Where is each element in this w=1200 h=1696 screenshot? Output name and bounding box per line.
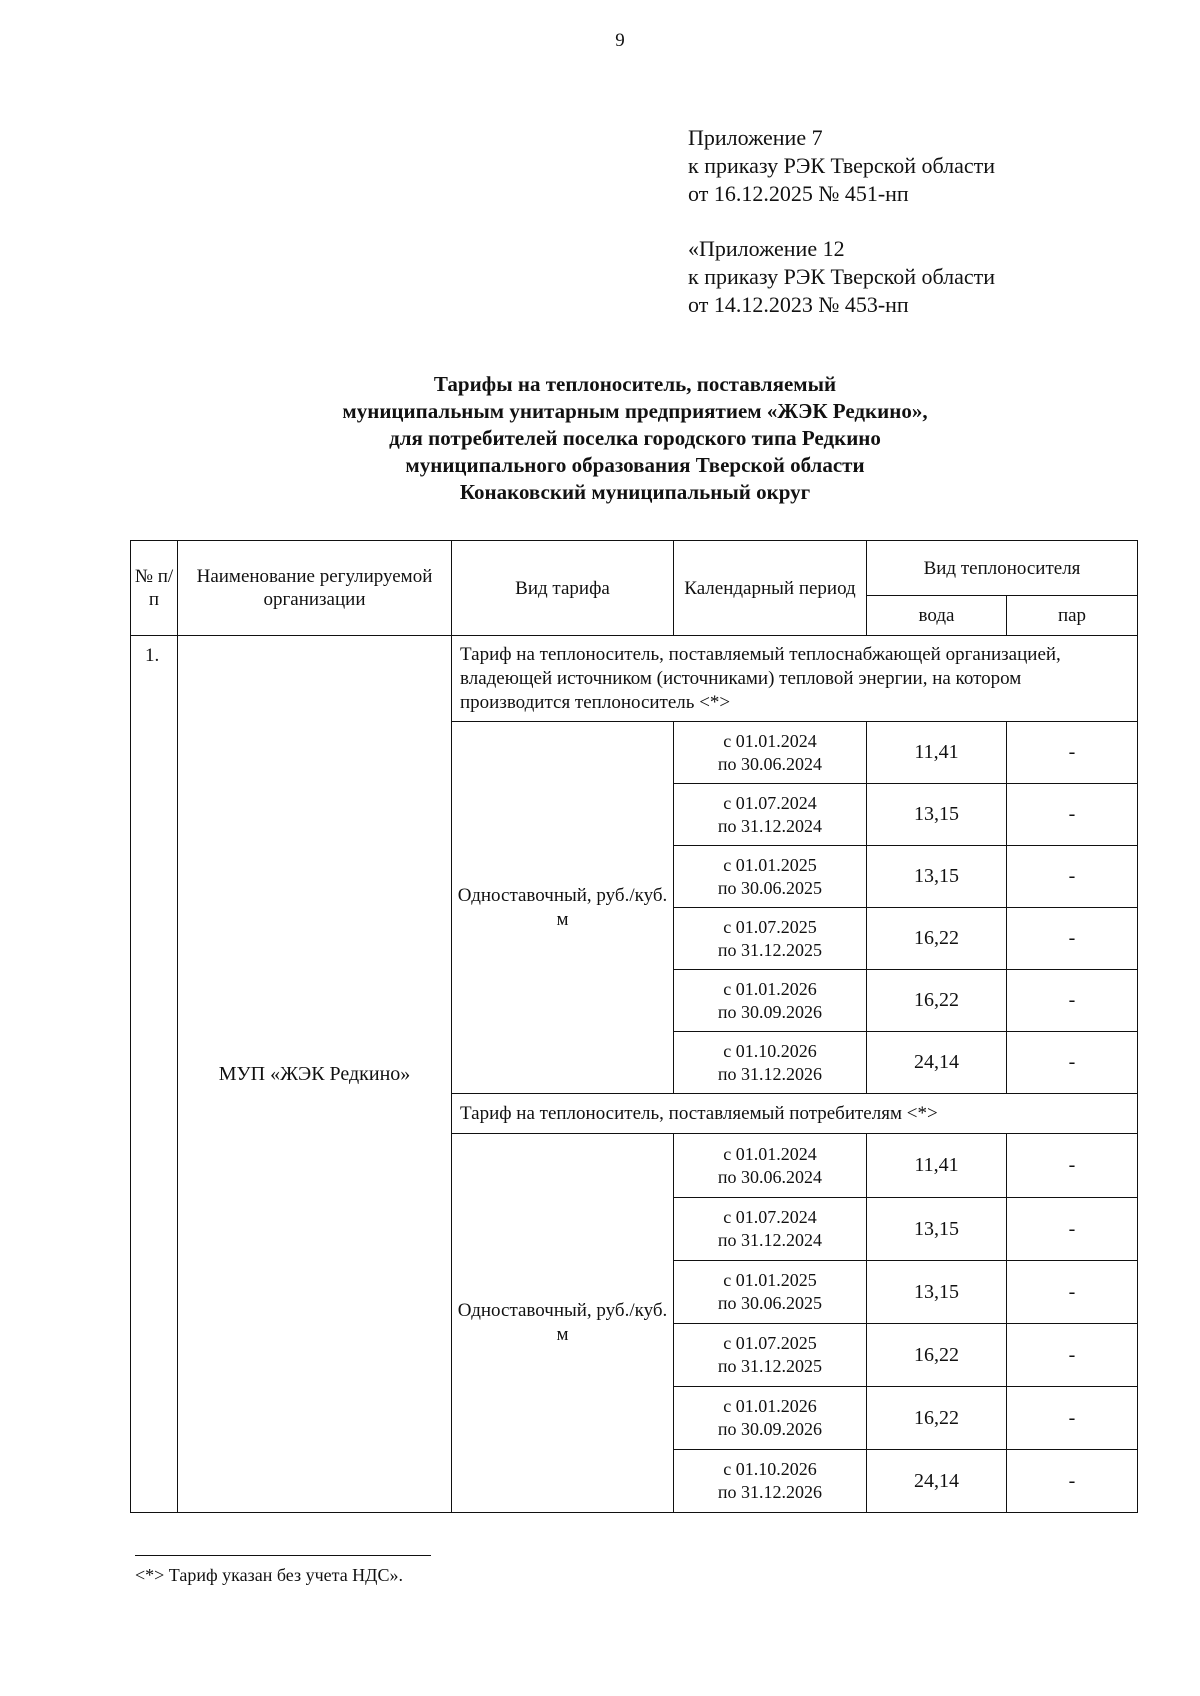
- appendix-line: от 16.12.2025 № 451-нп: [688, 181, 909, 206]
- calendar-period: с 01.01.2026 по 30.09.2026: [674, 970, 867, 1032]
- appendix-reference: [688, 124, 995, 208]
- water-tariff-value: 13,15: [867, 1261, 1007, 1324]
- calendar-period: с 01.07.2024 по 31.12.2024: [674, 784, 867, 846]
- tariff-section-title: Тариф на теплоноситель, поставляемый потребителям <*>: [452, 1094, 1138, 1134]
- water-tariff-value: 11,41: [867, 722, 1007, 784]
- appendix-line: от 14.12.2023 № 453-нп: [688, 292, 909, 317]
- steam-tariff-value: -: [1007, 722, 1138, 784]
- footnote-divider: [135, 1555, 431, 1556]
- steam-tariff-value: -: [1007, 784, 1138, 846]
- water-tariff-value: 11,41: [867, 1134, 1007, 1198]
- steam-tariff-value: -: [1007, 970, 1138, 1032]
- tariff-type: Одноставочный, руб./куб. м: [452, 722, 674, 1094]
- steam-tariff-value: -: [1007, 846, 1138, 908]
- header-tariff-type: Вид тарифа: [452, 541, 674, 636]
- appendix-line: к приказу РЭК Тверской области: [688, 264, 996, 289]
- title-line: Тарифы на теплоноситель, поставляемый: [433, 372, 837, 396]
- organization-name: МУП «ЖЭК Редкино»: [178, 636, 452, 1513]
- steam-tariff-value: -: [1007, 1324, 1138, 1387]
- calendar-period: с 01.07.2025 по 31.12.2025: [674, 1324, 867, 1387]
- page-number: 9: [615, 30, 625, 51]
- title-line: муниципального образования Тверской области: [405, 453, 865, 477]
- header-steam: пар: [1007, 596, 1138, 636]
- water-tariff-value: 16,22: [867, 908, 1007, 970]
- water-tariff-value: 24,14: [867, 1032, 1007, 1094]
- steam-tariff-value: -: [1007, 908, 1138, 970]
- steam-tariff-value: -: [1007, 1387, 1138, 1450]
- water-tariff-value: 13,15: [867, 784, 1007, 846]
- water-tariff-value: 16,22: [867, 1324, 1007, 1387]
- tariff-type: Одноставочный, руб./куб. м: [452, 1134, 674, 1513]
- water-tariff-value: 13,15: [867, 846, 1007, 908]
- steam-tariff-value: -: [1007, 1134, 1138, 1198]
- calendar-period: с 01.07.2024 по 31.12.2024: [674, 1198, 867, 1261]
- appendix-line: «Приложение 12: [688, 236, 845, 261]
- water-tariff-value: 13,15: [867, 1198, 1007, 1261]
- water-tariff-value: 16,22: [867, 1387, 1007, 1450]
- steam-tariff-value: -: [1007, 1198, 1138, 1261]
- tariff-section-title: Тариф на теплоноситель, поставляемый теплоснабжающей организацией, владеющей источником (источниками) тепловой энергии, на котором производится теплоноситель <*>: [452, 636, 1138, 722]
- calendar-period: с 01.01.2024 по 30.06.2024: [674, 1134, 867, 1198]
- amended-appendix-reference: [688, 235, 995, 319]
- document-title: [135, 371, 1135, 506]
- steam-tariff-value: -: [1007, 1261, 1138, 1324]
- header-organization: Наименование регулируемой организации: [178, 541, 452, 636]
- header-row-number: № п/п: [131, 541, 178, 636]
- steam-tariff-value: -: [1007, 1032, 1138, 1094]
- header-heat-carrier-type: Вид теплоносителя: [867, 541, 1138, 596]
- calendar-period: с 01.01.2025 по 30.06.2025: [674, 1261, 867, 1324]
- appendix-line: к приказу РЭК Тверской области: [688, 153, 996, 178]
- water-tariff-value: 16,22: [867, 970, 1007, 1032]
- appendix-line: Приложение 7: [688, 125, 823, 150]
- steam-tariff-value: -: [1007, 1450, 1138, 1513]
- calendar-period: с 01.01.2026 по 30.09.2026: [674, 1387, 867, 1450]
- row-number: 1.: [131, 636, 178, 1513]
- header-water: вода: [867, 596, 1007, 636]
- calendar-period: с 01.07.2025 по 31.12.2025: [674, 908, 867, 970]
- title-line: для потребителей поселка городского типа Редкино: [389, 426, 881, 450]
- calendar-period: с 01.01.2024 по 30.06.2024: [674, 722, 867, 784]
- calendar-period: с 01.10.2026 по 31.12.2026: [674, 1450, 867, 1513]
- tariff-table: [130, 540, 1138, 1513]
- calendar-period: с 01.10.2026 по 31.12.2026: [674, 1032, 867, 1094]
- title-line: муниципальным унитарным предприятием «ЖЭК Редкино»,: [342, 399, 928, 423]
- header-calendar-period: Календарный период: [674, 541, 867, 636]
- footnote: <*> Тариф указан без учета НДС».: [135, 1565, 403, 1585]
- title-line: Конаковский муниципальный округ: [459, 480, 811, 504]
- water-tariff-value: 24,14: [867, 1450, 1007, 1513]
- calendar-period: с 01.01.2025 по 30.06.2025: [674, 846, 867, 908]
